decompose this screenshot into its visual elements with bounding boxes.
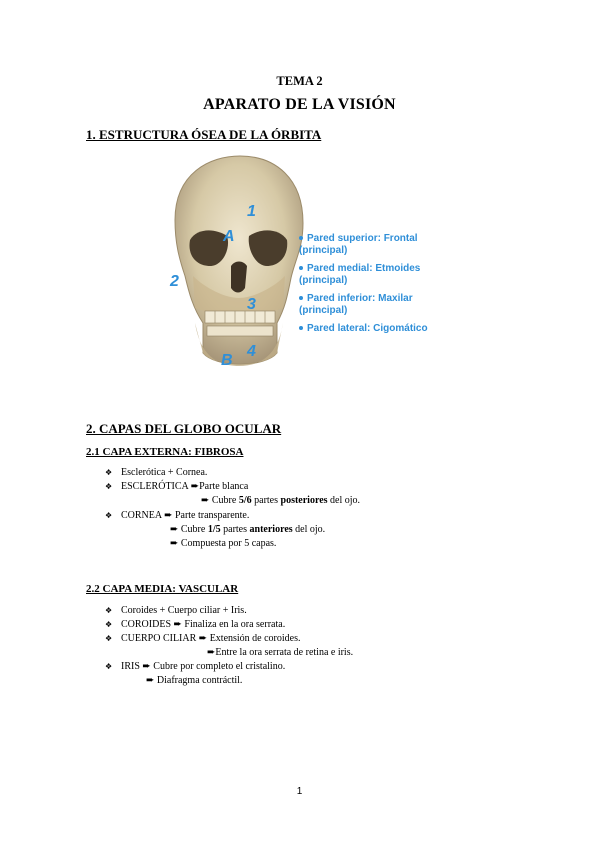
- diamond-bullet-icon: ❖: [105, 482, 113, 491]
- subsection-2-2-heading: 2.2 CAPA MEDIA: VASCULAR: [86, 583, 239, 595]
- diamond-bullet-icon: ❖: [105, 606, 113, 615]
- list-text: partes: [251, 495, 281, 506]
- list-text: Parte blanca: [199, 481, 249, 492]
- orbit-walls-legend: [299, 233, 428, 341]
- arrow-right-icon: ➨: [198, 633, 208, 644]
- list-item: [105, 466, 207, 479]
- bullet-icon: [299, 296, 303, 300]
- arrow-right-icon: ➨: [201, 495, 210, 506]
- list-text: Cubre por completo el cristalino.: [150, 661, 286, 672]
- list-text: Parte transparente.: [172, 510, 250, 521]
- list-text: 5/6: [238, 495, 252, 506]
- list-text: Entre la ora serrata de retina e iris.: [215, 647, 354, 658]
- legend-text: (principal): [299, 275, 348, 286]
- legend-text: Pared superior: Frontal: [307, 233, 418, 244]
- arrow-right-icon: ➨: [173, 619, 182, 630]
- tema-label: TEMA 2: [276, 74, 323, 88]
- list-text: Esclerótica + Cornea.: [121, 467, 208, 478]
- list-subitem: [201, 494, 360, 507]
- list-text: Finaliza en la ora serrata.: [181, 619, 286, 630]
- arrow-right-icon: ➨: [170, 524, 179, 535]
- list-text: CUERPO CILIAR: [121, 633, 199, 644]
- list-text: del ojo.: [292, 524, 326, 535]
- arrow-right-icon: ➨: [164, 510, 173, 521]
- list-text: anteriores: [249, 524, 293, 535]
- list-item: [105, 604, 247, 617]
- list-subitem: [207, 646, 353, 659]
- legend-item: [299, 323, 428, 335]
- subsection-2-1-heading: 2.1 CAPA EXTERNA: FIBROSA: [86, 446, 244, 458]
- list-subitem: [146, 674, 242, 687]
- legend-item: [299, 263, 428, 287]
- label-4: 4: [247, 343, 256, 360]
- list-text: Compuesta por 5 capas.: [178, 538, 277, 549]
- legend-text: (principal): [299, 305, 348, 316]
- bullet-icon: [299, 236, 303, 240]
- arrow-right-icon: ➨: [207, 647, 216, 658]
- bullet-icon: [299, 326, 303, 330]
- label-1: 1: [247, 203, 256, 220]
- section1-heading: 1. ESTRUCTURA ÓSEA DE LA ÓRBITA: [86, 127, 322, 142]
- legend-text: Pared medial: Etmoides: [307, 263, 421, 274]
- list-text: Cubre: [209, 495, 239, 506]
- list-text: IRIS: [121, 661, 143, 672]
- diamond-bullet-icon: ❖: [105, 511, 113, 520]
- arrow-right-icon: ➨: [170, 538, 179, 549]
- list-item: [105, 480, 248, 493]
- legend-text: Pared lateral: Cigomático: [307, 323, 428, 334]
- list-text: del ojo.: [327, 495, 361, 506]
- list-text: posteriores: [280, 495, 328, 506]
- label-b: B: [221, 352, 233, 369]
- diamond-bullet-icon: ❖: [105, 620, 113, 629]
- legend-item: [299, 233, 428, 257]
- list-text: CORNEA: [121, 510, 165, 521]
- diamond-bullet-icon: ❖: [105, 634, 113, 643]
- list-text: 1/5: [207, 524, 221, 535]
- legend-item: [299, 293, 428, 317]
- page-title: APARATO DE LA VISIÓN: [203, 96, 396, 113]
- label-a: A: [223, 228, 235, 245]
- list-text: COROIDES: [121, 619, 174, 630]
- label-2: 2: [170, 273, 179, 290]
- list-text: Coroides + Cuerpo ciliar + Iris.: [121, 605, 247, 616]
- section2-heading: 2. CAPAS DEL GLOBO OCULAR: [86, 421, 282, 436]
- label-3: 3: [247, 296, 256, 313]
- list-text: Diafragma contráctil.: [154, 675, 243, 686]
- list-subitem: [170, 523, 325, 536]
- legend-text: (principal): [299, 245, 348, 256]
- page-number: 1: [296, 786, 303, 797]
- list-subitem: [170, 537, 276, 550]
- legend-text: Pared inferior: Maxilar: [307, 293, 413, 304]
- bullet-icon: [299, 266, 303, 270]
- diamond-bullet-icon: ❖: [105, 468, 113, 477]
- arrow-right-icon: ➨: [190, 481, 200, 492]
- list-text: Extensión de coroides.: [207, 633, 301, 644]
- list-text: Cubre: [178, 524, 208, 535]
- list-item: [105, 618, 285, 631]
- list-item: [105, 509, 249, 522]
- list-text: ESCLERÓTICA: [121, 481, 191, 492]
- list-item: [105, 632, 301, 645]
- list-text: partes: [220, 524, 250, 535]
- arrow-right-icon: ➨: [146, 675, 155, 686]
- arrow-right-icon: ➨: [142, 661, 151, 672]
- diamond-bullet-icon: ❖: [105, 662, 113, 671]
- list-item: [105, 660, 285, 673]
